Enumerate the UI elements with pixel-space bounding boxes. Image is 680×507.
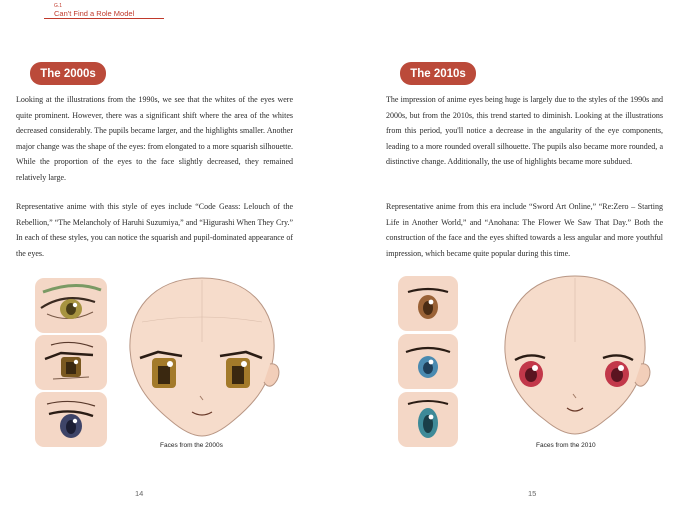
eye-closeup-2010s-2 xyxy=(398,334,458,389)
eye-closeup-2010s-1 xyxy=(398,276,458,331)
section-title-2010s: The 2010s xyxy=(400,62,476,85)
face-illustration-2010s xyxy=(495,270,655,440)
paragraph-2010s-examples: Representative anime from this era include “Sword Art Online,” “Re:Zero – Starting Life in Another World,” and “Anohana: The Flower We Saw That Day.” Both the construction of the face and the eyes shifted towards a less angular and more youthful impression, which became quite popular during this time. xyxy=(386,202,663,258)
face-illustration-2000s xyxy=(122,272,282,440)
right-page xyxy=(340,0,680,507)
paragraph-2010s-intro: The impression of anime eyes being huge is largely due to the styles of the 1990s and 2000s, but from the 2010s, this trend started to diminish. Looking at the illustrations from this period, you'll notice a decrease in the angularity of the eye components, leading to a more rounded overall silhouette. The pupils also became more rounded, a distinctive change. Additionally, the use of highlights became more subdued. xyxy=(386,95,663,167)
figure-caption-2000s: Faces from the 2000s xyxy=(160,442,223,449)
eye-closeup-2000s-3 xyxy=(35,392,107,447)
figure-caption-2010s: Faces from the 2010 xyxy=(536,442,596,449)
chapter-title: Can't Find a Role Model xyxy=(54,9,135,18)
paragraph-2000s-intro: Looking at the illustrations from the 1990s, we see that the whites of the eyes were quite prominent. However, there was a significant shift where the area of the whites decreased considerably. The pupils became larger, and the highlights smaller. Another major change was the shape of the eyes: from elongated to a more squarish silhouette. While the proportion of the eyes to the face slightly decreased, they remained relatively large. xyxy=(16,95,293,182)
page-number-left: 14 xyxy=(135,489,144,498)
eye-closeup-2010s-3 xyxy=(398,392,458,447)
paragraph-2000s-examples: Representative anime with this style of eyes include “Code Geass: Lelouch of the Rebellion,” “The Melancholy of Haruhi Suzumiya,” and “Higurashi When They Cry.” In each of these styles, you can notice the squarish and pupil-dominated appearance of the eyes. xyxy=(16,202,293,258)
section-title-2000s: The 2000s xyxy=(30,62,106,85)
chapter-number: G.1 xyxy=(54,3,63,9)
page-number-right: 15 xyxy=(528,489,537,498)
chapter-rule xyxy=(44,18,164,19)
eye-closeup-2000s-1 xyxy=(35,278,107,333)
eye-closeup-2000s-2 xyxy=(35,335,107,390)
